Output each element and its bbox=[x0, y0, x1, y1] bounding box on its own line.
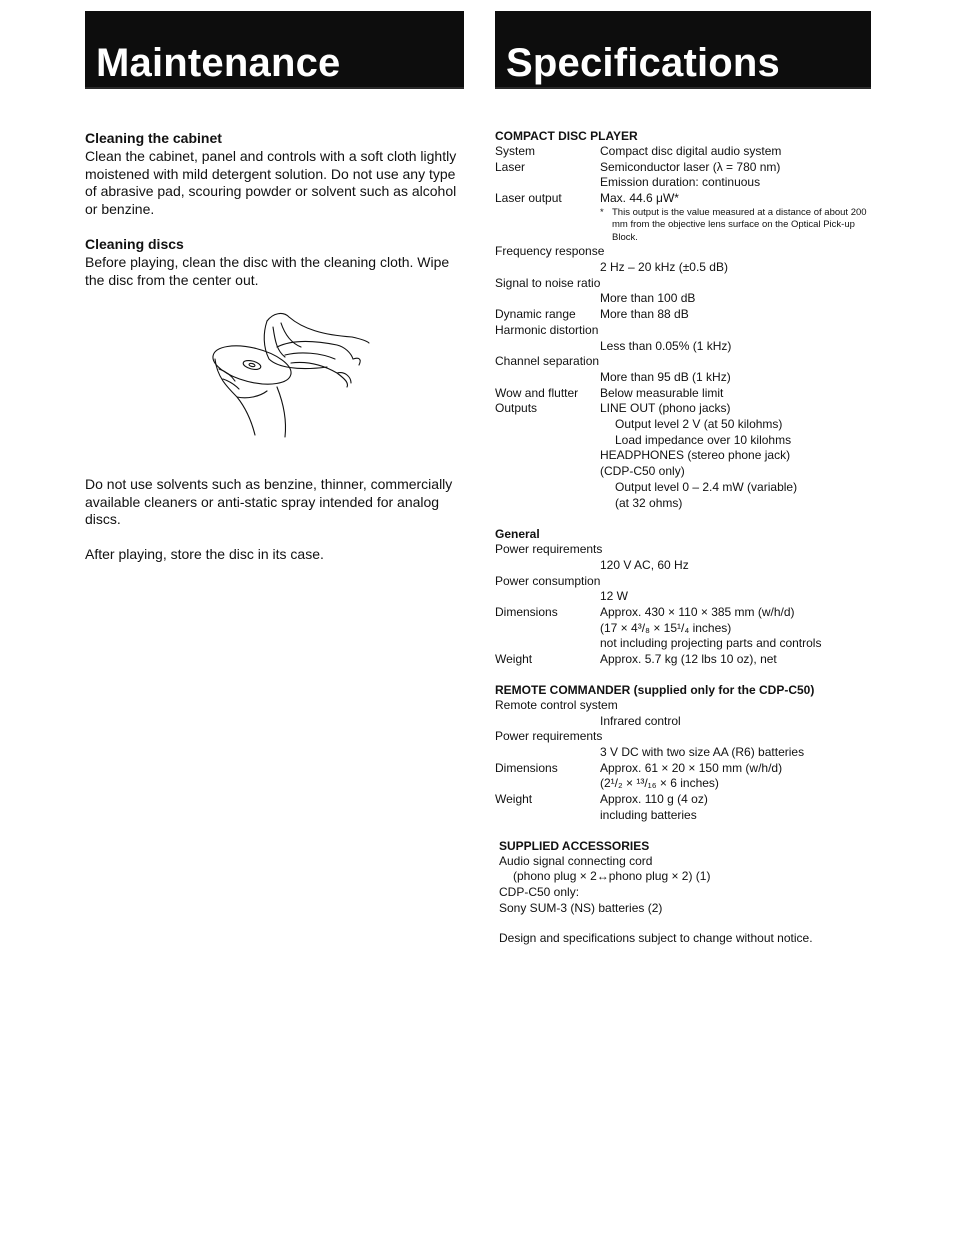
spec-label: Dimensions bbox=[495, 605, 558, 620]
accessory-item: Sony SUM-3 (NS) batteries (2) bbox=[499, 900, 663, 915]
spec-label: Weight bbox=[495, 652, 533, 667]
spec-value: LINE OUT (phono jacks) bbox=[600, 401, 731, 416]
spec-label: Remote control system bbox=[495, 697, 618, 712]
spec-value: 120 V AC, 60 Hz bbox=[600, 557, 689, 572]
spec-value: 12 W bbox=[600, 589, 629, 604]
spec-row-weight bbox=[495, 652, 875, 668]
spec-row-remote-weight bbox=[495, 792, 875, 808]
cdp-heading: COMPACT DISC PLAYER bbox=[495, 129, 638, 143]
spec-label: Power consumption bbox=[495, 573, 601, 588]
spec-label: Signal to noise ratio bbox=[495, 275, 601, 290]
spec-row-remote-dimensions bbox=[495, 761, 875, 777]
spec-label: Dynamic range bbox=[495, 307, 576, 322]
spec-value: Load impedance over 10 kilohms bbox=[615, 432, 792, 447]
specifications-section bbox=[495, 128, 875, 947]
spec-row-dimensions bbox=[495, 605, 875, 621]
spec-value: (CDP-C50 only) bbox=[600, 464, 685, 479]
cleaning-cabinet-heading: Cleaning the cabinet bbox=[85, 130, 222, 146]
cleaning-discs-text: Before playing, clean the disc with the cleaning cloth. Wipe the disc from the center out. bbox=[85, 254, 450, 288]
spec-value: (2¹/₂ × ¹³/₁₆ × 6 inches) bbox=[600, 776, 719, 791]
spec-value: Max. 44.6 μW* bbox=[600, 191, 679, 206]
spec-row-system bbox=[495, 144, 875, 160]
spec-value: (at 32 ohms) bbox=[615, 495, 683, 510]
specifications-banner bbox=[495, 11, 871, 89]
spec-label: Dimensions bbox=[495, 760, 558, 775]
spec-value: HEADPHONES (stereo phone jack) bbox=[600, 448, 791, 463]
spec-row-dynamic-range bbox=[495, 307, 875, 323]
specifications-title: Specifications bbox=[506, 41, 780, 85]
spec-row-outputs bbox=[495, 401, 875, 417]
maintenance-title: Maintenance bbox=[96, 41, 341, 85]
spec-label: Weight bbox=[495, 792, 533, 807]
general-heading: General bbox=[495, 527, 540, 542]
spec-value: Below measurable limit bbox=[600, 385, 724, 400]
remote-commander-heading: REMOTE COMMANDER (supplied only for the CDP-C50) bbox=[495, 682, 815, 697]
laser-output-footnote bbox=[495, 207, 875, 245]
spec-row-laser bbox=[495, 160, 875, 176]
spec-label: Harmonic distortion bbox=[495, 322, 599, 337]
spec-value: 3 V DC with two size AA (R6) batteries bbox=[600, 745, 805, 759]
maintenance-banner bbox=[85, 11, 464, 89]
store-disc-text: After playing, store the disc in its case. bbox=[85, 545, 324, 562]
spec-value: Approx. 430 × 110 × 385 mm (w/h/d) bbox=[600, 605, 795, 620]
disc-cleaning-illustration bbox=[207, 307, 457, 442]
spec-value: (17 × 4³/₈ × 15¹/₄ inches) bbox=[600, 620, 732, 635]
spec-label: Power requirements bbox=[495, 542, 603, 557]
spec-row-laser-output bbox=[495, 191, 875, 207]
footnote-marker: * bbox=[600, 206, 604, 218]
spec-value: Approx. 61 × 20 × 150 mm (w/h/d) bbox=[600, 760, 783, 775]
specifications-footer-note: Design and specifications subject to change without notice. bbox=[499, 931, 813, 946]
spec-label: Laser output bbox=[495, 191, 562, 206]
spec-label: System bbox=[495, 144, 536, 158]
spec-value: More than 88 dB bbox=[600, 307, 689, 322]
spec-value: Less than 0.05% (1 kHz) bbox=[600, 338, 732, 353]
spec-value: Approx. 110 g (4 oz) bbox=[600, 792, 708, 807]
spec-value: Emission duration: continuous bbox=[600, 175, 761, 190]
spec-row-wow-flutter bbox=[495, 386, 875, 402]
spec-label: Laser bbox=[495, 159, 526, 174]
spec-value: Output level 0 – 2.4 mW (variable) bbox=[615, 479, 798, 494]
solvent-warning-text: Do not use solvents such as benzine, thinner, commercially available cleaners or anti-static spray intended for analog discs. bbox=[85, 476, 453, 527]
supplied-accessories-heading: SUPPLIED ACCESSORIES bbox=[499, 838, 650, 853]
spec-label: Power requirements bbox=[495, 729, 603, 744]
cleaning-cabinet-text: Clean the cabinet, panel and controls with a soft cloth lightly moistened with mild detergent solution. Do not use any type of abrasive pad, scouring powder or solvent such as alcohol or benzine. bbox=[85, 148, 457, 217]
spec-value: Semiconductor laser (λ = 780 nm) bbox=[600, 159, 781, 174]
spec-value: not including projecting parts and controls bbox=[600, 636, 822, 651]
maintenance-notes bbox=[85, 476, 470, 563]
spec-value: More than 100 dB bbox=[600, 291, 696, 306]
spec-value: 2 Hz – 20 kHz (±0.5 dB) bbox=[600, 260, 728, 275]
spec-label: Wow and flutter bbox=[495, 385, 579, 400]
spec-value: Approx. 5.7 kg (12 lbs 10 oz), net bbox=[600, 652, 777, 667]
spec-value: Compact disc digital audio system bbox=[600, 144, 782, 158]
spec-label: Channel separation bbox=[495, 354, 600, 369]
cleaning-discs-heading: Cleaning discs bbox=[85, 236, 184, 252]
spec-value: including batteries bbox=[600, 807, 697, 822]
spec-label: Frequency response bbox=[495, 244, 605, 259]
spec-value: Infrared control bbox=[600, 713, 681, 728]
accessory-item: CDP-C50 only: bbox=[499, 884, 580, 899]
maintenance-section bbox=[85, 130, 470, 289]
spec-value: Output level 2 V (at 50 kilohms) bbox=[615, 417, 783, 432]
accessory-item: Audio signal connecting cord bbox=[499, 853, 653, 868]
spec-label: Outputs bbox=[495, 401, 538, 416]
footnote-text: This output is the value measured at a distance of about 200 mm from the objective lens surface on the Optical Pick-up Block. bbox=[612, 206, 867, 243]
spec-value: More than 95 dB (1 kHz) bbox=[600, 369, 731, 384]
accessory-item-detail: (phono plug × 2↔phono plug × 2) (1) bbox=[513, 869, 711, 884]
